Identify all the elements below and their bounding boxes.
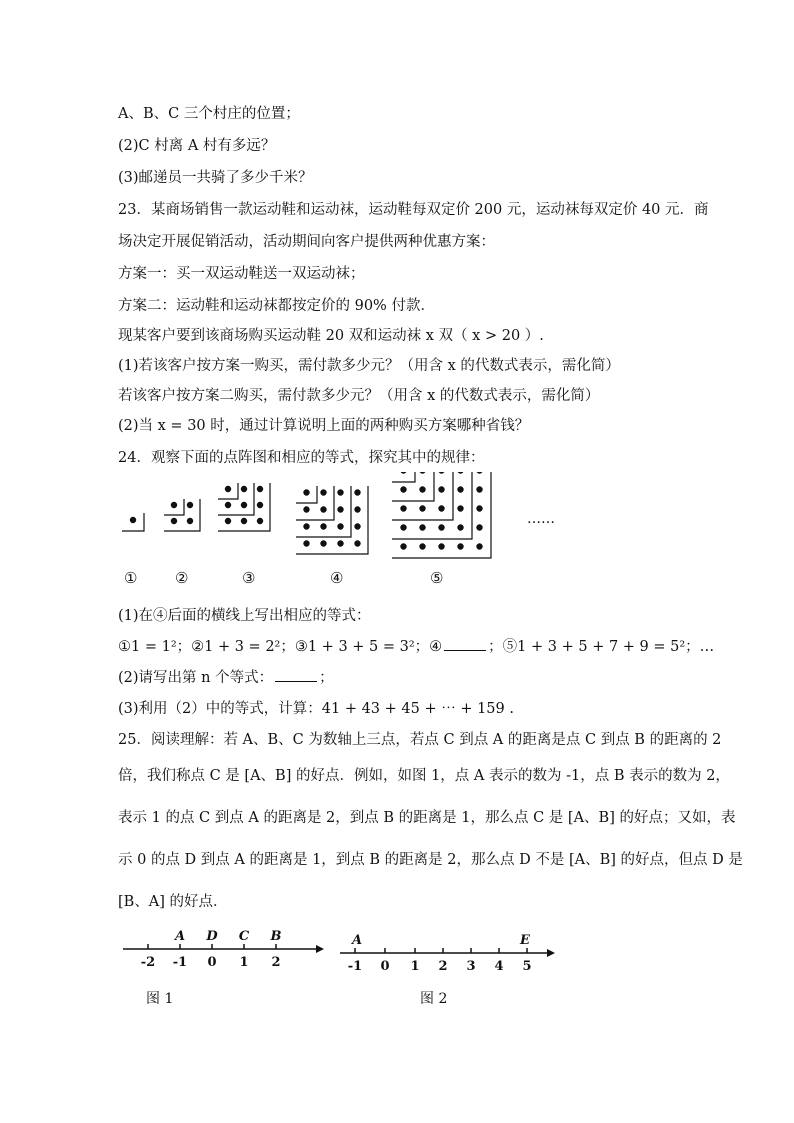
q25-line-2: 倍，我们称点 C 是 [A、B] 的好点．例如，如图 1，点 A 表示的数为 -1，点 B 表示的数为 2， bbox=[118, 768, 730, 784]
dot bbox=[257, 518, 262, 523]
dot-label-3: ③ bbox=[242, 569, 256, 587]
dot bbox=[477, 487, 482, 492]
dot bbox=[420, 544, 425, 549]
dot bbox=[241, 502, 246, 507]
dot bbox=[477, 506, 482, 511]
figure-2-caption: 图 2 bbox=[420, 991, 448, 1007]
point-label-C: C bbox=[238, 929, 250, 944]
tick-label: 2 bbox=[438, 959, 448, 974]
dot bbox=[187, 502, 192, 507]
q24-part-3: (3)利用（2）中的等式，计算：41 + 43 + 45 + ⋯ + 159 . bbox=[118, 701, 514, 717]
dot-label-2: ② bbox=[175, 569, 189, 587]
layer-line bbox=[392, 472, 453, 520]
dot bbox=[130, 517, 135, 522]
dot bbox=[439, 544, 444, 549]
dot bbox=[439, 472, 444, 473]
q25-line-1: 25．阅读理解：若 A、B、C 为数轴上三点，若点 C 到点 A 的距离是点 C 到点 B 的距离的 2 bbox=[118, 732, 722, 748]
dot bbox=[225, 518, 230, 523]
q22-line-2: (2)C 村离 A 村有多远？ bbox=[118, 138, 276, 154]
dot bbox=[355, 541, 360, 546]
point-label-D: D bbox=[206, 929, 218, 944]
dot bbox=[355, 490, 360, 495]
q23-plan-1: 方案一：买一双运动鞋送一双运动袜； bbox=[118, 266, 365, 282]
dot bbox=[458, 544, 463, 549]
dot bbox=[241, 486, 246, 491]
tick-label: -1 bbox=[172, 955, 188, 970]
dot bbox=[171, 518, 176, 523]
q24-equations bbox=[118, 635, 714, 656]
q23-line-1: 23．某商场销售一款运动鞋和运动袜，运动鞋每双定价 200 元，运动袜每双定价 40 元．商 bbox=[118, 202, 709, 218]
q23-part-1a: (1)若该客户按方案一购买，需付款多少元？（用含 x 的代数式表示，需化简） bbox=[118, 358, 620, 374]
dot bbox=[225, 486, 230, 491]
q22-line-1: A、B、C 三个村庄的位置； bbox=[118, 106, 300, 122]
q23-part-2: (2)当 x = 30 时，通过计算说明上面的两种购买方案哪种省钱？ bbox=[118, 418, 530, 434]
layer-line bbox=[392, 472, 434, 501]
dot bbox=[257, 502, 262, 507]
q24-part-1: (1)在④后面的横线上写出相应的等式： bbox=[118, 608, 371, 624]
dot bbox=[304, 507, 309, 512]
dot bbox=[321, 507, 326, 512]
dot bbox=[401, 506, 406, 511]
dot-figure-4 bbox=[296, 486, 368, 554]
axis-arrow bbox=[316, 945, 324, 953]
q23-line-5: 现某客户要到该商场购买运动鞋 20 双和运动袜 x 双（ x > 20 ）. bbox=[118, 328, 544, 344]
dot bbox=[304, 490, 309, 495]
point-label-A: A bbox=[174, 929, 186, 944]
tick-label: 5 bbox=[522, 959, 532, 974]
dot bbox=[477, 525, 482, 530]
dot bbox=[321, 524, 326, 529]
dot bbox=[338, 490, 343, 495]
dot-figure-2 bbox=[164, 499, 200, 531]
dot bbox=[439, 506, 444, 511]
dot bbox=[420, 472, 425, 473]
dot bbox=[401, 544, 406, 549]
nth-equation-end: ； bbox=[319, 670, 334, 686]
tick-label: 0 bbox=[207, 955, 217, 970]
dot bbox=[257, 486, 262, 491]
q23-plan-2: 方案二：运动鞋和运动袜都按定价的 90% 付款． bbox=[118, 298, 435, 314]
dot-figure-5 bbox=[392, 472, 491, 558]
dot bbox=[321, 490, 326, 495]
dot bbox=[187, 518, 192, 523]
dot bbox=[304, 524, 309, 529]
dot-label-4: ④ bbox=[330, 569, 344, 587]
tick-label: 2 bbox=[271, 955, 281, 970]
dot bbox=[401, 525, 406, 530]
dot bbox=[477, 472, 482, 473]
dot bbox=[401, 472, 406, 473]
number-line-figure-1 bbox=[118, 925, 338, 975]
dot bbox=[477, 544, 482, 549]
dot bbox=[458, 506, 463, 511]
q22-line-3: (3)邮递员一共骑了多少千米？ bbox=[118, 170, 313, 186]
dot bbox=[304, 541, 309, 546]
q25-line-4: 示 0 的点 D 到点 A 的距离是 1，到点 B 的距离是 2，那么点 D 不是 [A、B] 的好点，但点 D 是 bbox=[118, 852, 743, 868]
tick-label: 0 bbox=[380, 959, 390, 974]
q23-line-2: 场决定开展促销活动，活动期间向客户提供两种优惠方案： bbox=[118, 234, 495, 250]
q24-intro: 24．观察下面的点阵图和相应的等式，探究其中的规律： bbox=[118, 450, 485, 466]
figure-1-caption: 图 1 bbox=[146, 991, 174, 1007]
point-label-B: B bbox=[270, 929, 282, 944]
dot bbox=[420, 487, 425, 492]
ellipsis: …… bbox=[527, 511, 555, 527]
dot bbox=[439, 525, 444, 530]
dot-label-5: ⑤ bbox=[430, 569, 444, 587]
dot bbox=[338, 524, 343, 529]
tick-label: 1 bbox=[410, 959, 420, 974]
tick-label: 1 bbox=[239, 955, 249, 970]
dot bbox=[338, 507, 343, 512]
dot bbox=[458, 487, 463, 492]
dot-label-1: ① bbox=[124, 569, 138, 587]
dot bbox=[338, 541, 343, 546]
dot bbox=[420, 506, 425, 511]
tick-label: 4 bbox=[494, 959, 504, 974]
answer-blank-4[interactable] bbox=[444, 638, 486, 651]
dot bbox=[420, 525, 425, 530]
equations-after-blank: ；⑤1 + 3 + 5 + 7 + 9 = 5²；… bbox=[488, 639, 715, 655]
dot bbox=[355, 524, 360, 529]
q25-line-5: [B、A] 的好点． bbox=[118, 894, 228, 910]
equations-before-blank: ①1 = 1²；②1 + 3 = 2²；③1 + 3 + 5 = 3²；④ bbox=[118, 639, 443, 655]
dot bbox=[171, 502, 176, 507]
dot bbox=[241, 518, 246, 523]
number-line-figure-2 bbox=[335, 925, 565, 975]
dot bbox=[439, 487, 444, 492]
q23-part-1b: 若该客户按方案二购买，需付款多少元？（用含 x 的代数式表示，需化简） bbox=[118, 388, 600, 404]
tick-label: 3 bbox=[466, 959, 476, 974]
dot bbox=[458, 525, 463, 530]
answer-blank-n[interactable] bbox=[275, 669, 317, 682]
axis-arrow bbox=[547, 949, 555, 957]
dot-pattern-figure bbox=[0, 472, 794, 592]
dot bbox=[401, 487, 406, 492]
dot bbox=[458, 472, 463, 473]
dot bbox=[225, 502, 230, 507]
dot-figure-3 bbox=[218, 483, 270, 531]
dot-figure-1 bbox=[122, 513, 144, 531]
point-label-A: A bbox=[351, 933, 363, 948]
tick-label: -2 bbox=[140, 955, 156, 970]
point-label-E: E bbox=[520, 933, 530, 948]
dot bbox=[355, 507, 360, 512]
dot bbox=[321, 541, 326, 546]
tick-label: -1 bbox=[347, 959, 363, 974]
q25-line-3: 表示 1 的点 C 到点 A 的距离是 2，到点 B 的距离是 1，那么点 C 是 [A、B] 的好点；又如，表 bbox=[118, 810, 736, 826]
nth-equation-prompt: (2)请写出第 n 个等式： bbox=[118, 670, 274, 686]
q24-part-2 bbox=[118, 666, 334, 687]
